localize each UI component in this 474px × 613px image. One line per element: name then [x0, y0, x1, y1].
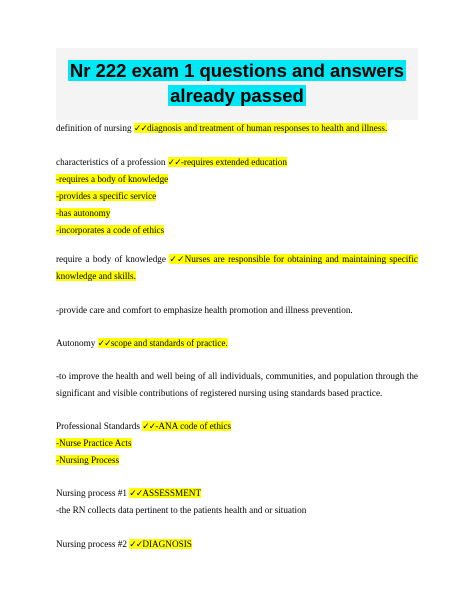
question-text: require a body of knowledge: [56, 254, 170, 264]
qa-autonomy: [56, 337, 228, 350]
answer-highlight: [129, 488, 201, 498]
answer-text: ASSESSMENT: [142, 488, 202, 498]
answer-text: scope and standards of practice.: [110, 338, 228, 348]
qa-professional-standards: [56, 420, 231, 433]
answer-text: Nurses are responsible for obtaining and maintaining specific: [184, 254, 418, 264]
double-check-icon: ✓✓: [129, 540, 143, 550]
qa-require-a-body-of-knowledge: [56, 253, 418, 266]
qa-characteristics-of-a-profession: [56, 156, 287, 169]
answer-text: diagnosis and treatment of human responses to health and illness.: [146, 123, 388, 133]
question-text: characteristics of a profession: [56, 157, 168, 167]
double-check-icon: ✓✓: [97, 339, 111, 349]
document-title-line-2: already passed: [170, 85, 304, 106]
qa-nursing-process-2: [56, 538, 192, 551]
answer-continuation: -has autonomy: [56, 208, 111, 218]
answer-highlight: [98, 338, 228, 348]
answer-highlight: [168, 157, 287, 167]
title-box: [56, 48, 418, 120]
question-text: Nursing process #2: [56, 539, 130, 549]
paragraph-text: -the RN collects data pertinent to the patients health and or situation: [56, 505, 307, 515]
double-check-icon: ✓✓: [133, 124, 147, 134]
answer-highlight: [142, 421, 231, 431]
double-check-icon: ✓✓: [142, 422, 156, 432]
answer-text: DIAGNOSIS: [142, 539, 192, 549]
answer-highlight: [169, 254, 418, 264]
answer-continuation: knowledge and skills.: [56, 271, 136, 281]
answer-continuation: -provides a specific service: [56, 191, 157, 201]
paragraph-text: significant and visible contributions of registered nursing using standards based practice.: [56, 388, 383, 398]
question-text: Professional Standards: [56, 421, 143, 431]
question-text: Nursing process #1: [56, 488, 130, 498]
answer-continuation: -Nurse Practice Acts: [56, 438, 132, 448]
double-check-icon: ✓✓: [167, 158, 181, 168]
question-text: definition of nursing: [56, 123, 134, 133]
answer-highlight: [134, 123, 387, 133]
answer-continuation: -incorporates a code of ethics: [56, 225, 165, 235]
answer-highlight: [129, 539, 192, 549]
answer-continuation: -requires a body of knowledge: [56, 174, 169, 184]
answer-continuation: -Nursing Process: [56, 455, 120, 465]
answer-text: -ANA code of ethics: [155, 421, 232, 431]
qa-nursing-process-1: [56, 487, 201, 500]
paragraph-text: -provide care and comfort to emphasize health promotion and illness prevention.: [56, 305, 353, 315]
paragraph-text: -to improve the health and well being of all individuals, communities, and population through the: [56, 371, 418, 381]
double-check-icon: ✓✓: [169, 255, 185, 265]
document-title-line-1: Nr 222 exam 1 questions and answers: [69, 60, 405, 81]
double-check-icon: ✓✓: [129, 489, 143, 499]
answer-text: -requires extended education: [180, 157, 287, 167]
question-text: Autonomy: [56, 338, 98, 348]
qa-definition-of-nursing: [56, 122, 387, 135]
